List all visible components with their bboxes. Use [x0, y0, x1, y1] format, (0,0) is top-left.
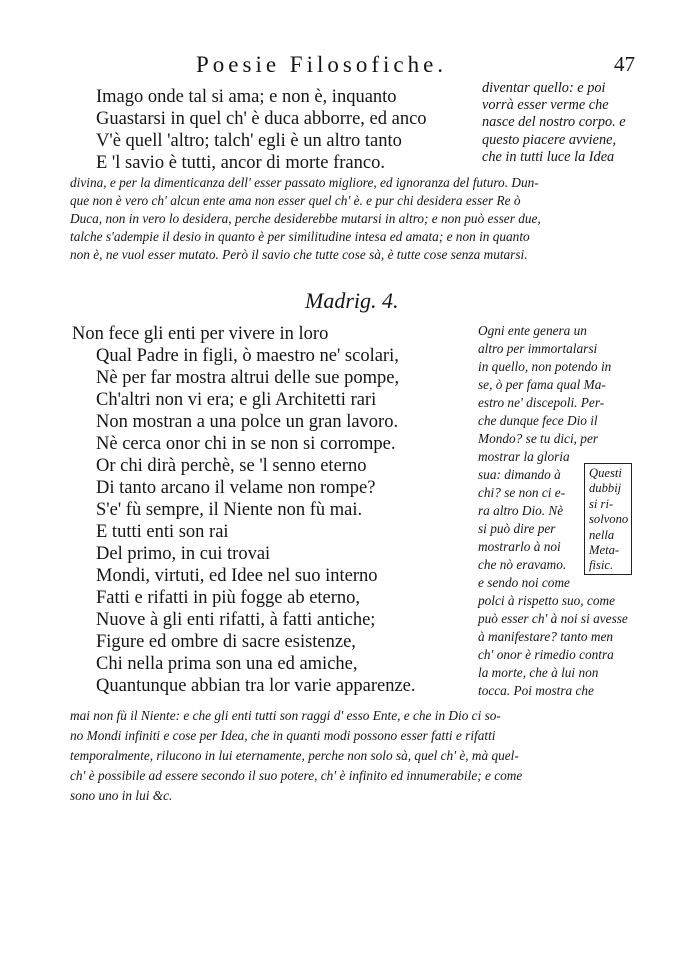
- commentary-line: Duca, non in vero lo desidera, perche desiderebbe mutarsi in altro; e non può esser due,: [70, 211, 541, 226]
- commentary-line: divina, e per la dimenticanza dell' esser passato migliore, ed ignoranza del futuro. Dun-: [70, 175, 539, 190]
- gloss-line: mostrarlo à noi: [478, 539, 561, 554]
- box-line: solvono: [589, 512, 629, 527]
- madrigal-verse: [72, 323, 416, 697]
- verse-line: Fatti e rifatti in più fogge ab eterno,: [96, 588, 361, 608]
- side-gloss-middle: [478, 466, 570, 592]
- commentary-line: ch' è possibile ad essere secondo il suo potere, ch' è infinito ed innumerabile; e come: [70, 768, 523, 783]
- verse-line: Non mostran a una polce un gran lavoro.: [96, 412, 399, 432]
- gloss-line: diventar quello: e poi: [482, 80, 606, 96]
- verse-line: Nè per far mostra altrui delle sue pompe,: [96, 368, 400, 388]
- verse-line: Nuove à gli enti rifatti, à fatti antiche;: [96, 610, 376, 630]
- gloss-line: in quello, non potendo in: [478, 359, 612, 374]
- gloss-line: ch' onor è rimedio contra: [478, 647, 614, 662]
- verse-line: Quantunque abbian tra lor varie apparenze.: [96, 676, 416, 696]
- verse-line: Del primo, in cui trovai: [96, 544, 271, 564]
- verse-line: Di tanto arcano il velame non rompe?: [96, 478, 376, 498]
- verse-line: V'è quell 'altro; talch' egli è un altro tanto: [96, 131, 402, 151]
- gloss-line: tocca. Poi mostra che: [478, 683, 594, 698]
- gloss-line: sua: dimando à: [478, 467, 561, 482]
- commentary-line: que non è vero ch' alcun ente ama non esser quel ch' è. e pur chi desidera esser Re ò: [70, 193, 521, 208]
- commentary-line: mai non fù il Niente: e che gli enti tutti son raggi d' esso Ente, e che in Dio ci so-: [70, 708, 501, 723]
- gloss-line: e sendo noi come: [478, 575, 570, 590]
- gloss-line: nasce del nostro corpo. e: [482, 114, 626, 131]
- verse-line: Guastarsi in quel ch' è duca abborre, ed anco: [96, 109, 427, 129]
- gloss-line: à manifestare? tanto men: [478, 629, 614, 644]
- side-gloss-top: [478, 322, 611, 466]
- gloss-line: ra altro Dio. Nè: [478, 503, 564, 518]
- commentary-line: no Mondi infiniti e cose per Idea, che in quanti modi possono esser fatti e rifatti: [70, 728, 496, 743]
- box-line: nella: [589, 527, 615, 542]
- verse-line: Qual Padre in figli, ò maestro ne' scolari,: [96, 346, 399, 366]
- verse-line: Chi nella prima son una ed amiche,: [96, 654, 358, 674]
- box-line: si ri-: [589, 496, 614, 511]
- gloss-line: che dunque fece Dio il: [478, 413, 598, 428]
- gloss-line: vorrà esser verme che: [482, 97, 609, 114]
- top-commentary: [70, 174, 541, 264]
- verse-line: Mondi, virtuti, ed Idee nel suo interno: [96, 566, 378, 586]
- verse-line: Figure ed ombre di sacre esistenze,: [96, 632, 356, 652]
- box-line: dubbij: [589, 481, 622, 496]
- box-line: fisic.: [589, 558, 614, 573]
- gloss-line: si può dire per: [478, 521, 556, 536]
- gloss-line: Mondo? se tu dici, per: [478, 431, 599, 446]
- top-gloss: [482, 80, 626, 166]
- side-gloss-bottom: [478, 592, 628, 700]
- gloss-line: può esser ch' à noi si avesse: [478, 611, 628, 626]
- section-title: Madrig. 4.: [305, 288, 399, 313]
- bottom-commentary: [70, 706, 522, 806]
- gloss-line: Ogni ente genera un: [478, 323, 587, 338]
- box-line: Questi: [589, 466, 622, 480]
- verse-line: Or chi dirà perchè, se 'l senno eterno: [96, 456, 367, 476]
- gloss-line: polci à rispetto suo, come: [478, 593, 616, 608]
- boxed-note-text: [589, 466, 628, 574]
- verse-line: Imago onde tal si ama; e non è, inquanto: [96, 87, 397, 107]
- gloss-line: chi? se non ci e-: [478, 485, 566, 500]
- commentary-line: talche s'adempie il desio in quanto è per similitudine intesa ed amata; e non in quanto: [70, 229, 530, 244]
- top-verse: [96, 86, 427, 174]
- verse-line: Ch'altri non vi era; e gli Architetti rari: [96, 390, 377, 410]
- verse-line: Nè cerca onor chi in se non si corrompe.: [96, 434, 396, 454]
- verse-line: E 'l savio è tutti, ancor di morte franco.: [96, 153, 385, 173]
- commentary-line: temporalmente, rilucono in lui eternamente, perche non solo sà, quel ch' è, mà quel-: [70, 748, 519, 763]
- gloss-line: mostrar la gloria: [478, 449, 570, 464]
- gloss-line: se, ò per fama qual Ma-: [478, 377, 606, 392]
- page-number: 47: [614, 52, 635, 76]
- gloss-line: che in tutti luce la Idea: [482, 148, 615, 165]
- gloss-line: questo piacere avviene,: [482, 131, 617, 148]
- gloss-line: la morte, che à lui non: [478, 665, 599, 680]
- gloss-line: altro per immortalarsi: [478, 341, 598, 356]
- commentary-line: non è, ne vuol esser mutato. Però il savio che tutte cose sà, è tutte cose senza mutarsi.: [70, 247, 528, 262]
- box-line: Meta-: [589, 543, 620, 558]
- gloss-line: estro ne' discepoli. Per-: [478, 395, 605, 410]
- verse-line: S'e' fù sempre, il Niente non fù mai.: [96, 500, 363, 520]
- verse-line: E tutti enti son rai: [96, 522, 229, 542]
- gloss-line: che nò eravamo.: [478, 557, 567, 572]
- running-header-title: Poesie Filosofiche.: [196, 52, 448, 77]
- commentary-line: sono uno in lui &c.: [70, 788, 173, 803]
- verse-line: Non fece gli enti per vivere in loro: [72, 324, 329, 344]
